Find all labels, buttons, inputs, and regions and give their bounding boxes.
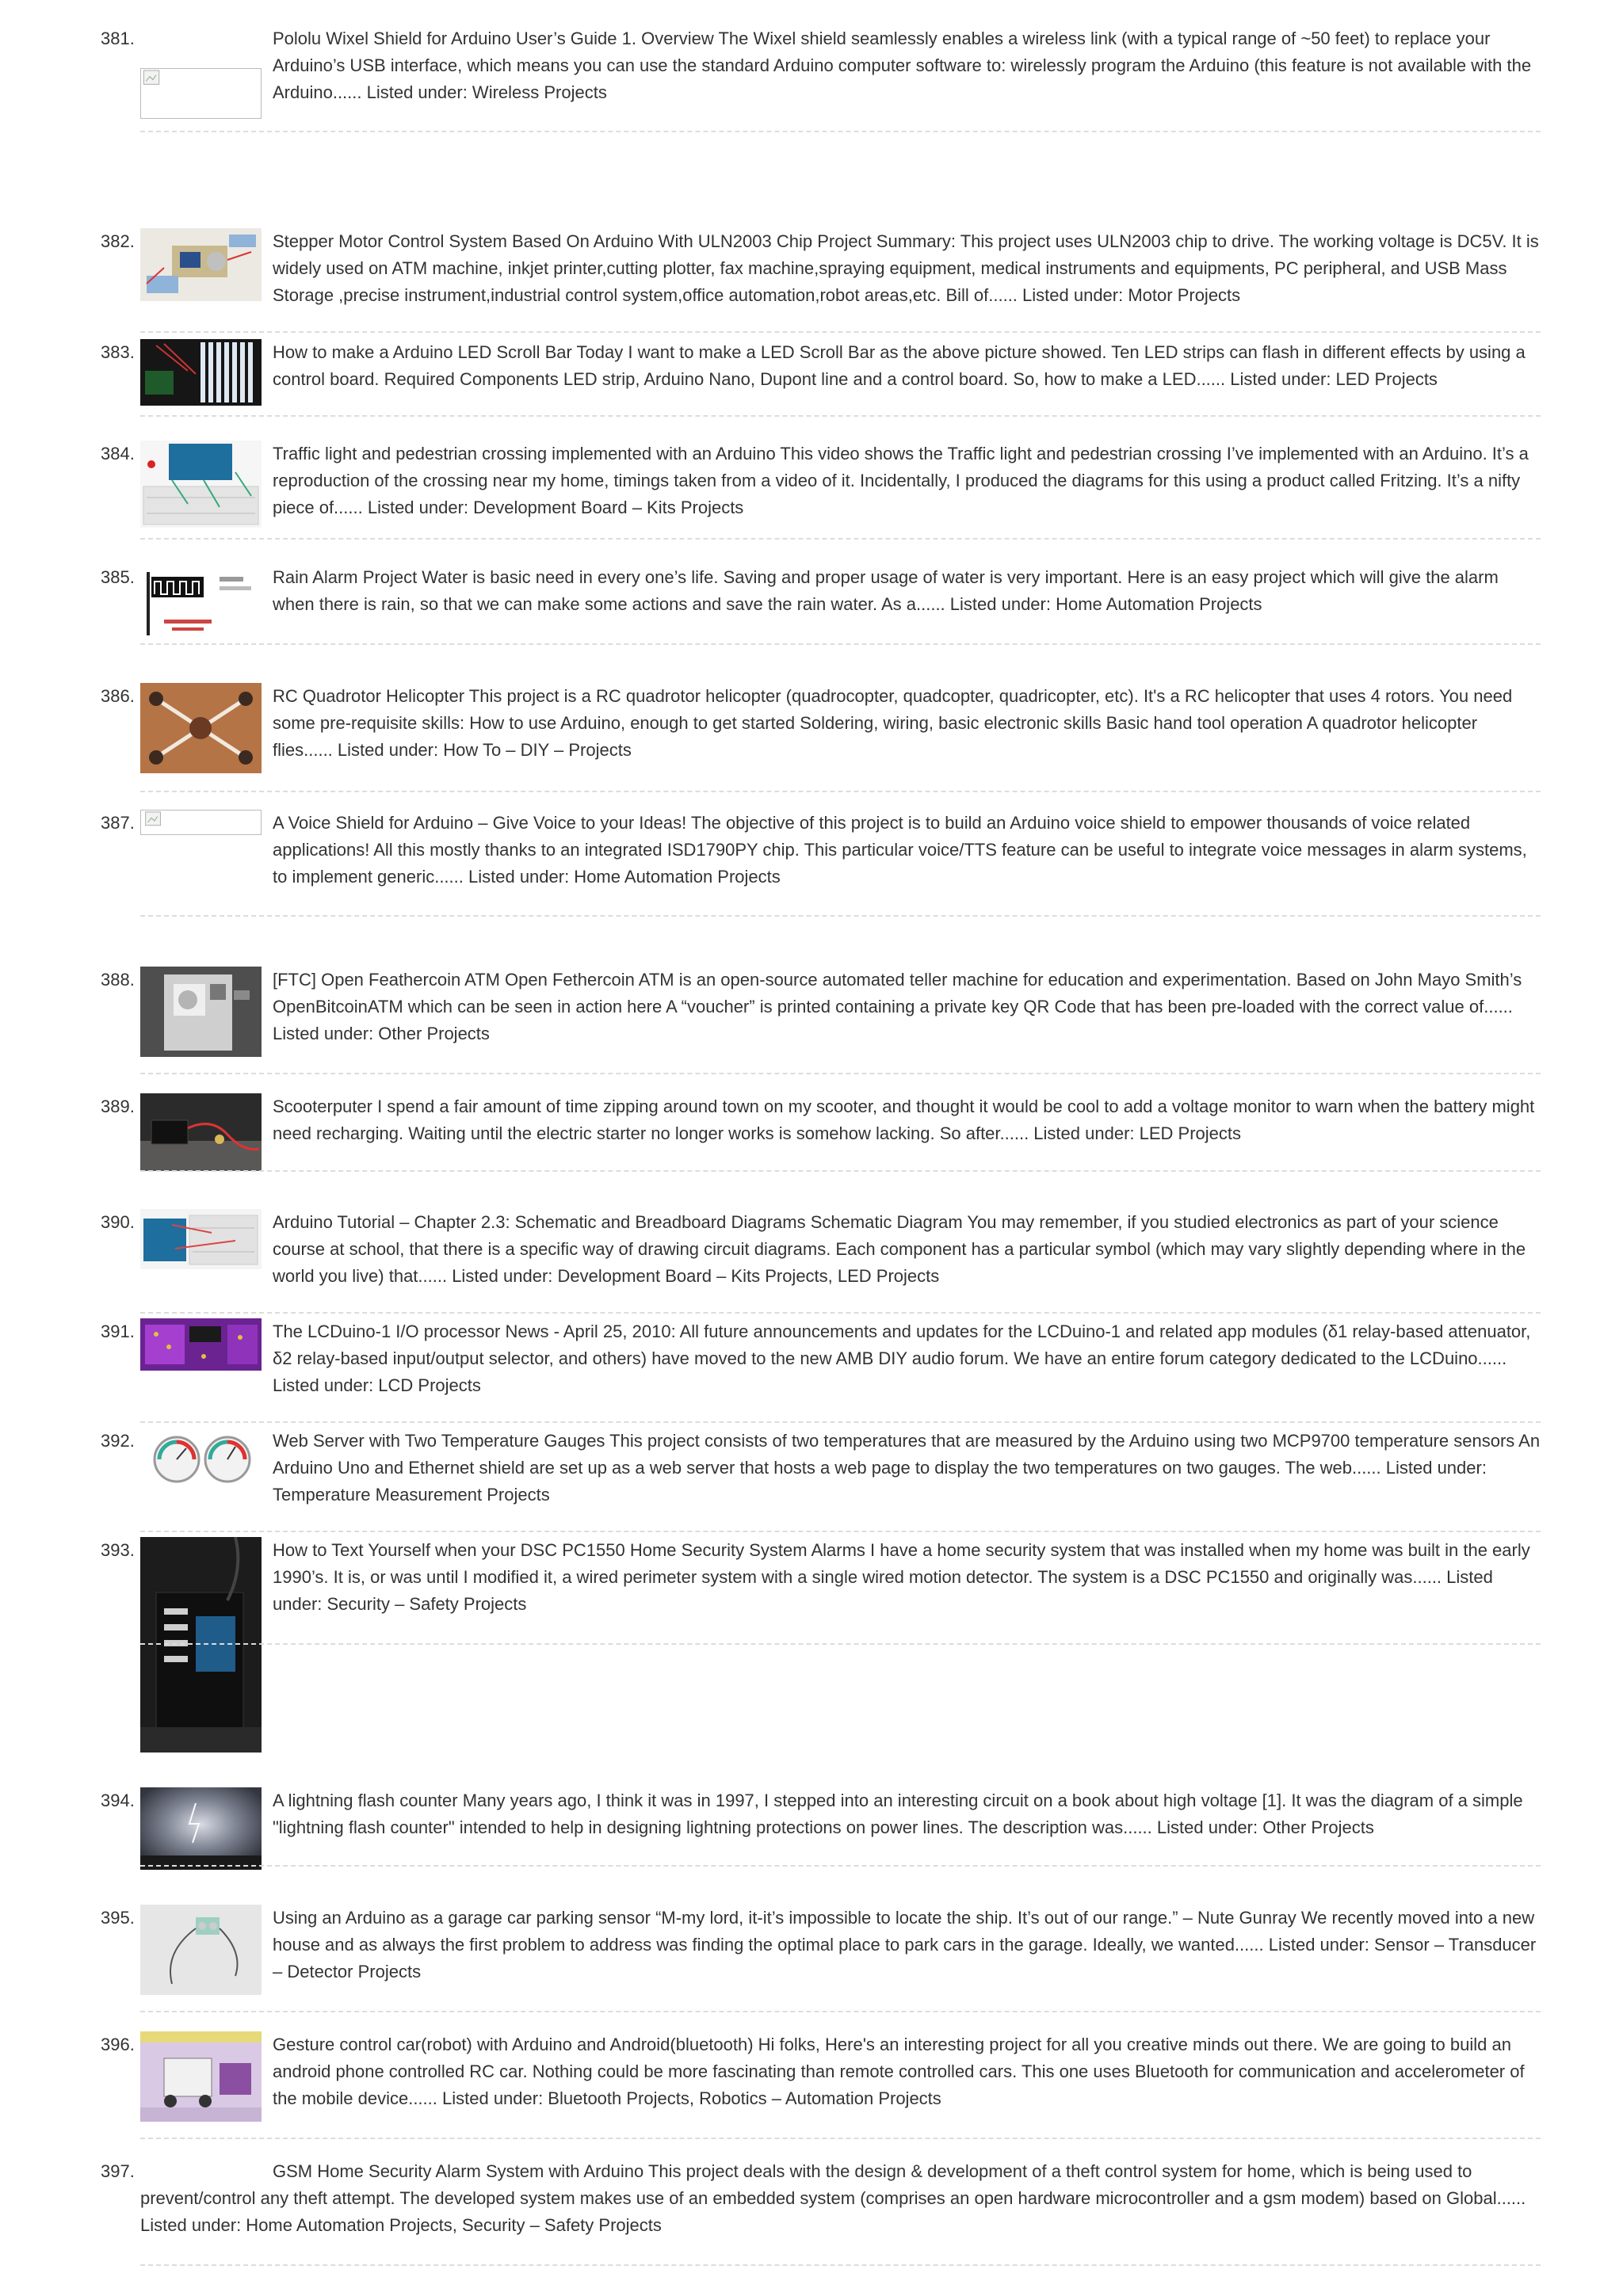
thumbnail-breadboard[interactable] <box>140 441 262 528</box>
item-number: 390. <box>101 1212 135 1232</box>
project-link[interactable]: GSM Home Security Alarm System with Arduino This project deals with the design & development of a theft control system for home, which is being used to prevent/control any theft attempt. The developed system makes use of an embedded system (comprises an open hardware microcontroller and a gsm modem) based on Global...... Listed under: Home Automation Projects, Security – Safety Projects <box>140 2161 1526 2235</box>
divider <box>140 643 1541 645</box>
divider <box>140 1170 1541 1172</box>
item-number: 392. <box>101 1431 135 1451</box>
divider <box>140 2011 1541 2012</box>
rain-sensor-image <box>140 564 262 640</box>
project-link[interactable]: Stepper Motor Control System Based On Arduino With ULN2003 Chip Project Summary: This project uses ULN2003 chip to drive. The working voltage is DC5V. It is widely used on ATM machine, inkjet printer,cutting plotter, fax machine,spraying equipment, medical instruments and equipments, PC peripheral, and USB Mass Storage ,precise instrument,industrial control system,office automation,robot areas,etc. Bill of...... Listed under: Motor Projects <box>273 231 1539 305</box>
thumbnail-arduino-breadboard[interactable] <box>140 1209 262 1269</box>
security-panel-image <box>140 1537 262 1753</box>
project-link[interactable]: A lightning flash counter Many years ago, I think it was in 1997, I stepped into an interesting circuit on a book about high voltage [1]. It was the diagram of a simple "lightning flash counter" intended to help in designing lightning protections on power lines. The description was...... Listed under: Other Projects <box>273 1791 1523 1837</box>
broken-image-icon <box>141 810 261 834</box>
project-link[interactable]: Gesture control car(robot) with Arduino and Android(bluetooth) Hi folks, Here's an interesting project for all you creative minds out there. We are going to build an android phone controlled RC car. Nothing could be more fascinating than remote controlled cars. This one uses Bluetooth for communication and accelerometer of the mobile device...... Listed under: Bluetooth Projects, Robotics – Automation Projects <box>273 2035 1525 2108</box>
item-number: 395. <box>101 1908 135 1928</box>
divider <box>140 1531 1541 1532</box>
divider <box>140 1312 1541 1314</box>
divider <box>140 131 1541 132</box>
project-link[interactable]: Arduino Tutorial – Chapter 2.3: Schematic and Breadboard Diagrams Schematic Diagram You may remember, if you studied electronics as part of your science course at school, that there is a specific way of drawing circuit diagrams. Each component has a particular symbol (which may vary slightly depending where in the world you live) that...... Listed under: Development Board – Kits Projects, LED Projects <box>273 1212 1526 1286</box>
thumbnail-led-strip[interactable] <box>140 339 262 406</box>
item-number: 391. <box>101 1322 135 1341</box>
stepper-board-image <box>140 228 262 301</box>
thumbnail-stepper-board[interactable] <box>140 228 262 301</box>
divider <box>140 415 1541 417</box>
project-link[interactable]: Traffic light and pedestrian crossing implemented with an Arduino This video shows the Traffic light and pedestrian crossing I’ve implemented with an Arduino. It’s a reproduction of the crossing near my home, timings taken from a video of it. Incidentally, I produced the diagrams for this using a product called Fritzing. It’s a nifty piece of...... Listed under: Development Board – Kits Projects <box>273 444 1529 517</box>
project-link[interactable]: A Voice Shield for Arduino – Give Voice to your Ideas! The objective of this project is to build an Arduino voice shield to empower thousands of voice related applications! All this mostly thanks to an integrated ISD1790PY chip. This particular voice/TTS feature can be useful to integrate voice messages in alarm systems, to implement generic...... Listed under: Home Automation Projects <box>273 813 1527 887</box>
divider <box>140 915 1541 917</box>
thumbnail-atm[interactable] <box>140 967 262 1057</box>
item-number: 396. <box>101 2035 135 2054</box>
project-link[interactable]: [FTC] Open Feathercoin ATM Open Fethercoin ATM is an open-source automated teller machine for education and experimentation. Based on John Mayo Smith’s OpenBitcoinATM which can be seen in action here A “voucher” is printed containing a private key QR Code that has been pre-loaded with the correct value of...... Listed under: Other Projects <box>273 970 1522 1043</box>
gesture-car-image <box>140 2031 262 2122</box>
gauges-image <box>140 1428 262 1485</box>
pcb-image <box>140 1318 262 1371</box>
project-link[interactable]: Scooterputer I spend a fair amount of time zipping around town on my scooter, and thought it would be cool to add a voltage monitor to warn when the battery might need recharging. Waiting until the electric starter no longer works is somehow lacking. So after...... Listed under: LED Projects <box>273 1097 1535 1143</box>
item-number: 383. <box>101 342 135 362</box>
thumbnail-pcb[interactable] <box>140 1318 262 1371</box>
project-link[interactable]: Using an Arduino as a garage car parking sensor “M-my lord, it-it’s impossible to locate the ship. It’s out of our range.” – Nute Gunray We recently moved into a new house and as always the first problem to address was finding the optimal place to park cars in the garage. Ideally, we wanted...... Listed under: Sensor – Transducer – Detector Projects <box>273 1908 1537 1981</box>
project-link[interactable]: How to Text Yourself when your DSC PC1550 Home Security System Alarms I have a home security system that was installed when my home was built in the early 1990’s. It is, or was until I modified it, a wired perimeter system with a single wired motion detector. The system is a DSC PC1550 and originally was...... Listed under: Security – Safety Projects <box>273 1540 1530 1614</box>
project-link[interactable]: Pololu Wixel Shield for Arduino User’s Guide 1. Overview The Wixel shield seamlessly enables a wireless link (with a typical range of ~50 feet) to replace your Arduino’s USB interface, which means you can use the standard Arduino computer software to: wirelessly program the Arduino (this feature is not available with the Arduino...... Listed under: Wireless Projects <box>273 29 1532 102</box>
item-number: 382. <box>101 231 135 251</box>
led-strip-image <box>140 339 262 406</box>
item-number: 387. <box>101 813 135 833</box>
item-number: 394. <box>101 1791 135 1810</box>
item-number: 386. <box>101 686 135 706</box>
broken-image-icon <box>141 69 261 118</box>
divider <box>140 331 1541 333</box>
thumbnail-gesture-car[interactable] <box>140 2031 262 2122</box>
divider <box>140 1643 1541 1645</box>
thumbnail-lightning[interactable] <box>140 1787 262 1870</box>
thumbnail-rain-sensor[interactable] <box>140 564 262 640</box>
divider <box>140 538 1541 540</box>
divider <box>140 1865 1541 1867</box>
item-number: 388. <box>101 970 135 990</box>
divider <box>140 1073 1541 1074</box>
divider <box>140 1421 1541 1423</box>
atm-image <box>140 967 262 1057</box>
breadboard-image <box>140 441 262 528</box>
divider <box>140 2264 1541 2266</box>
item-number: 397. <box>101 2161 135 2181</box>
project-link[interactable]: The LCDuino-1 I/O processor News - April 25, 2010: All future announcements and updates for the LCDuino-1 and related app modules (δ1 relay-based attenuator, δ2 relay-based input/output selector, and others) have moved to the new AMB DIY audio forum. We have an entire forum category dedicated to the LCDuino...... Listed under: LCD Projects <box>273 1322 1531 1395</box>
thumbnail-gauges[interactable] <box>140 1428 262 1485</box>
divider <box>140 2138 1541 2139</box>
divider <box>140 791 1541 792</box>
scooter-image <box>140 1093 262 1171</box>
item-number: 385. <box>101 567 135 587</box>
item-number: 381. <box>101 29 135 48</box>
thumbnail-security-panel[interactable] <box>140 1537 262 1753</box>
thumbnail-scooter[interactable] <box>140 1093 262 1171</box>
item-number: 389. <box>101 1097 135 1116</box>
quadrotor-image <box>140 683 262 773</box>
item-number: 393. <box>101 1540 135 1560</box>
thumbnail-broken-image[interactable] <box>140 810 262 835</box>
project-link[interactable]: How to make a Arduino LED Scroll Bar Today I want to make a LED Scroll Bar as the above picture showed. Ten LED strips can flash in different effects by using a control board. Required Components LED strip, Arduino Nano, Dupont line and a control board. So, how to make a LED...... Listed under: LED Projects <box>273 342 1526 389</box>
arduino-breadboard-image <box>140 1209 262 1269</box>
project-link[interactable]: Rain Alarm Project Water is basic need in every one’s life. Saving and proper usage of water is very important. Here is an easy project which will give the alarm when there is rain, so that we can make some actions and save the rain water. As a...... Listed under: Home Automation Projects <box>273 567 1499 614</box>
parking-sensor-image <box>140 1905 262 1995</box>
lightning-image <box>140 1787 262 1870</box>
item-number: 384. <box>101 444 135 463</box>
thumbnail-broken-image[interactable] <box>140 68 262 119</box>
project-link[interactable]: RC Quadrotor Helicopter This project is a RC quadrotor helicopter (quadrocopter, quadcopter, quadricopter, etc). It's a RC helicopter that uses 4 rotors. You need some pre-requisite skills: How to use Arduino, enough to get started Soldering, wiring, basic electronic skills Basic hand tool operation A quadrotor helicopter flies...... Listed under: How To – DIY – Projects <box>273 686 1513 760</box>
thumbnail-quadrotor[interactable] <box>140 683 262 773</box>
project-link[interactable]: Web Server with Two Temperature Gauges This project consists of two temperatures that are measured by the Arduino using two MCP9700 temperature sensors An Arduino Uno and Ethernet shield are set up as a web server that hosts a web page to display the two temperatures on two gauges. The web...... Listed under: Temperature Measurement Projects <box>273 1431 1541 1505</box>
thumbnail-parking-sensor[interactable] <box>140 1905 262 1995</box>
